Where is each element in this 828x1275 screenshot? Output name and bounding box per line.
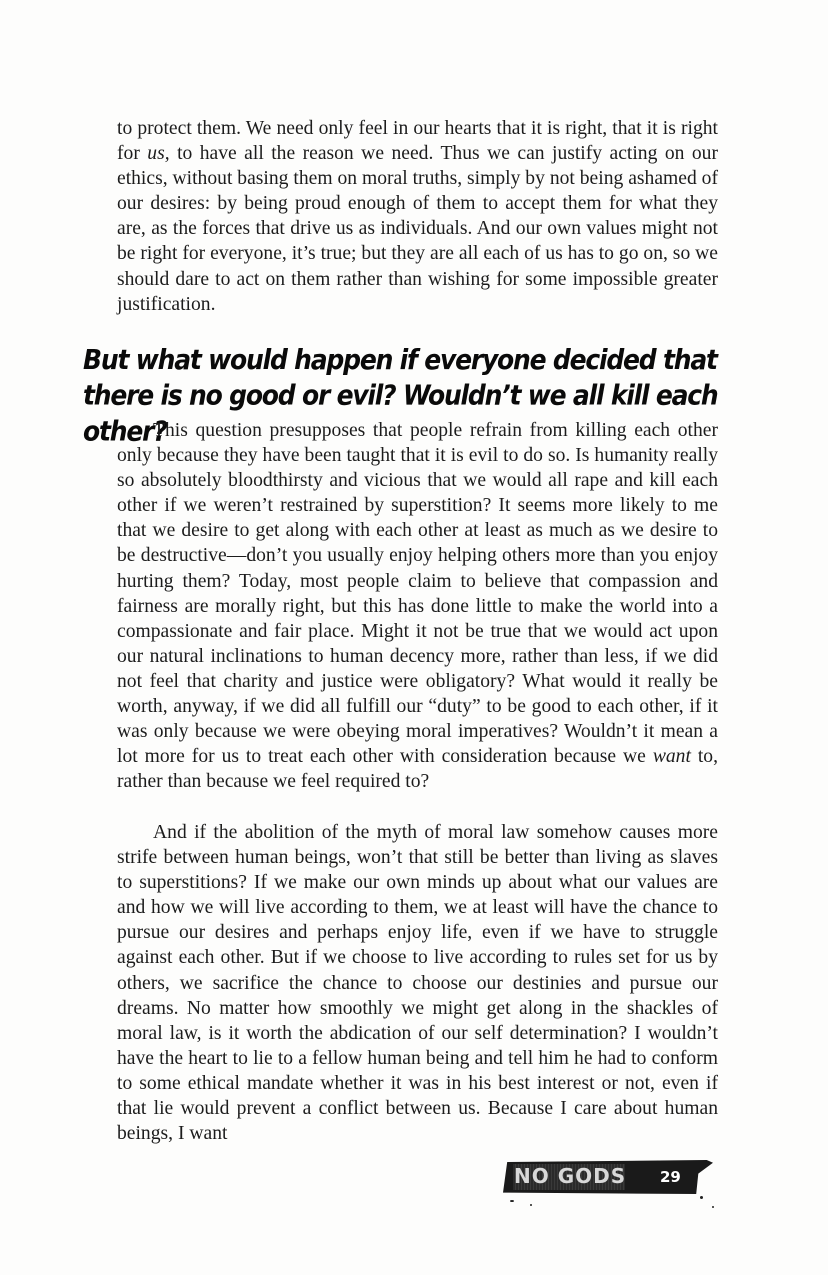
ink-speck [712, 1206, 714, 1208]
answer-paragraph-2 [117, 820, 718, 1146]
paragraph-text: to, rather than because we feel required to? [117, 746, 718, 793]
paragraph-continued [117, 116, 718, 317]
section-question-heading: But what would happen if everyone decided that there is no good or evil? Wouldn’t we all kill each other? [83, 343, 718, 448]
paragraph-text: And if the abolition of the myth of moral law somehow causes more strife between human beings, won’t that still be better than living as slaves to superstitions? If we make our own minds up about what our values are and how we will live according to them, we at least will have the chance to pursue our desires and perhaps enjoy life, even if we have to struggle against each other. But if we choose to live according to rules set for us by others, we sacrifice the chance to choose our destinies and pursue our dreams. No matter how smoothly we might get along in the shackles of moral law, is it worth the abdication of our self determination? I wouldn’t have the heart to lie to a fellow human being and tell him he had to conform to some ethical mandate whether it was in his best interest or not, even if that lie would prevent a conflict between us. Because I care about human beings, I want [117, 822, 718, 1145]
footer-brand-text: NO GODS [514, 1164, 627, 1188]
ink-speck [700, 1196, 703, 1199]
paragraph-text: to have all the reason we need. Thus we can justify acting on our ethics, without basing them on moral truths, simply by not being ashamed of our desires: by being proud enough of them to accept them for what they are, as the forces that drive us as individuals. And our own values might not be right for everyone, it’s true; but they are all each of us has to go on, so we should dare to act on them rather than wishing for some impossible greater justification. [117, 143, 718, 315]
emphasis-text: us, [147, 143, 170, 165]
emphasis-text: want [652, 746, 691, 768]
paragraph-text: This question presupposes that people refrain from killing each other only because they have been taught that it is evil to do so. Is humanity really so absolutely bloodthirsty and vicious that we would all rape and kill each other if we weren’t restrained by superstition? It seems more likely to me that we desire to get along with each other at least as much as we desire to be destructive—don’t you usually enjoy helping others more than you enjoy hurting them? Today, most people claim to believe that compassion and fairness are morally right, but this has done little to make the world into a compassionate and fair place. Might it not be true that we would act upon our natural inclinations to human decency more, rather than less, if we did not feel that charity and justice were obligatory? What would it really be worth, anyway, if we did all fulfill our “duty” to be good to each other, if it was only because we were obeying moral imperatives? Wouldn’t it mean a lot more for us to treat each other with consideration because we [117, 420, 718, 768]
paragraph-text: to protect them. We need only feel in our hearts that it is right, that it is right for [117, 118, 718, 165]
ink-speck [530, 1204, 532, 1206]
page-number: 29 [660, 1168, 681, 1186]
ink-speck [510, 1200, 514, 1202]
answer-paragraph-1 [117, 418, 718, 794]
